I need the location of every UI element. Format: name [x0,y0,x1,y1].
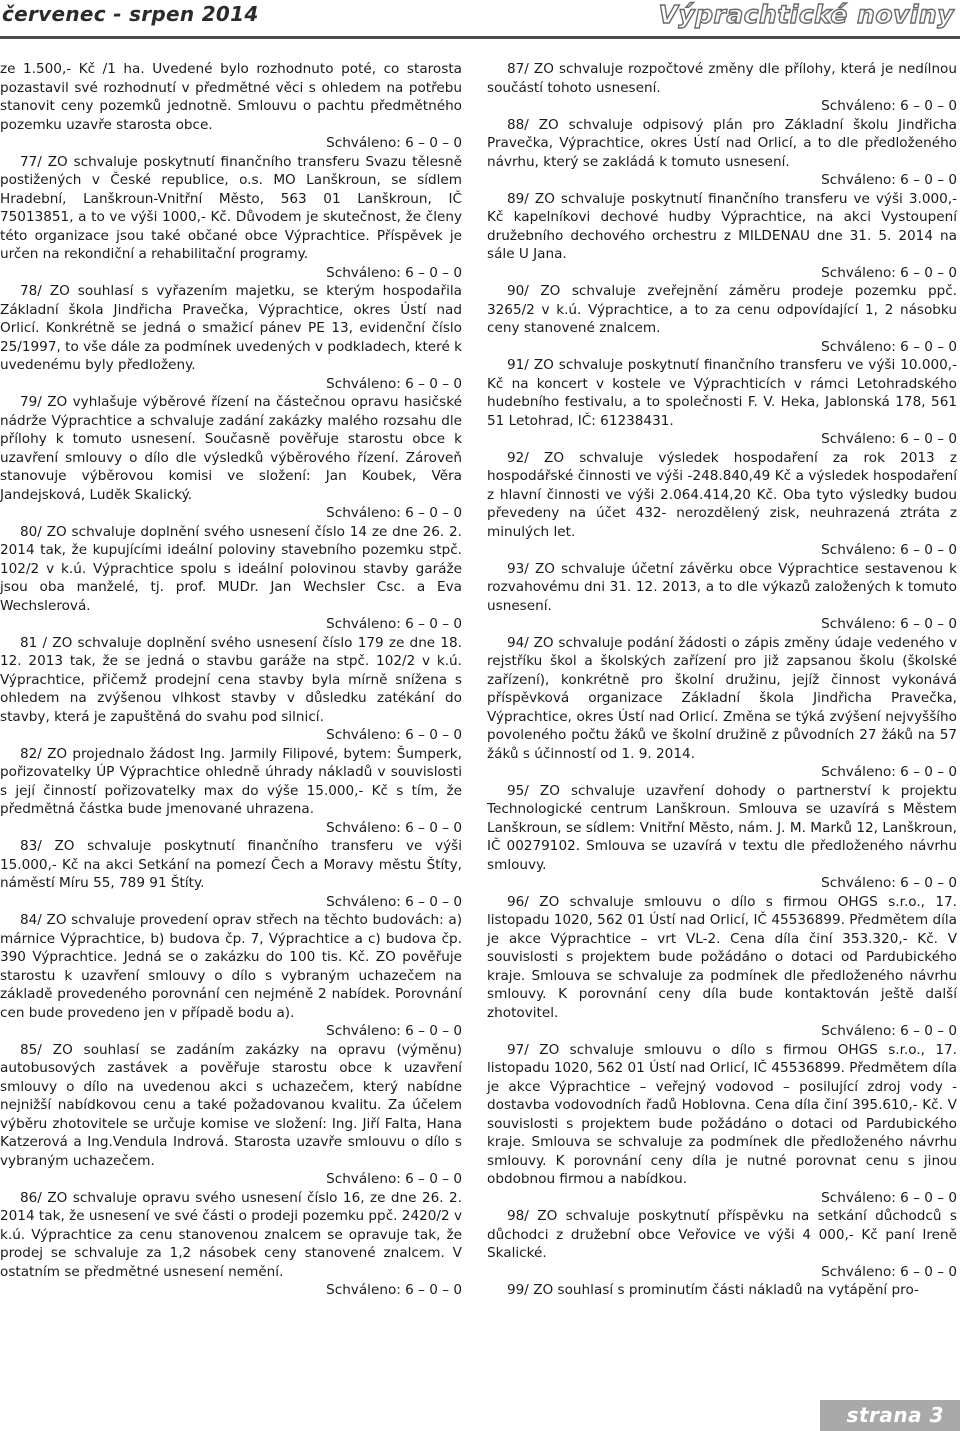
left-column [0,60,462,1300]
approval-line: Schváleno: 6 – 0 – 0 [326,819,462,836]
newspaper-title: Výprachtické noviny [658,0,954,29]
approval-line: Schváleno: 6 – 0 – 0 [821,542,957,558]
resolution-paragraph: ze 1.500,- Kč /1 ha. Uvedené bylo rozhodnuto poté, co starosta pozastavil své rozhodnutí v předmětné věci s ohledem na potřebu stanovit ceny pozemků jednotně. Smlouvu o pachtu předmětného pozemku uzavře starosta obce. [0,61,462,133]
page-number: strana 3 [846,1403,944,1427]
resolution-paragraph: 88/ ZO schvaluje odpisový plán pro Základní školu Jindřicha Pravečka, Výprachtice, okres Ústí nad Orlicí, a to dle předloženého návrhu, který se zakládá k tomuto usnesení. [487,116,957,170]
approval-line: Schváleno: 6 – 0 – 0 [821,431,957,447]
approval-line: Schváleno: 6 – 0 – 0 [821,764,957,780]
approval-line: Schváleno: 6 – 0 – 0 [326,264,462,281]
approval-line: Schváleno: 6 – 0 – 0 [821,1189,957,1206]
resolution-paragraph: 95/ ZO schvaluje uzavření dohody o partnerství k projektu Technologické centrum Lanškroun. Smlouva se uzavírá s Městem Lanškroun, se sídlem: Vnitřní Město, nám. J. M. Marků 12, Lanškroun, IČ 00279102. Smlouva se uzavírá v textu dle předloženého návrhu smlouvy. [487,782,957,873]
approval-line: Schváleno: 6 – 0 – 0 [821,1263,957,1280]
approval-line: Schváleno: 6 – 0 – 0 [326,1282,462,1298]
resolution-paragraph: 90/ ZO schvaluje zveřejnění záměru prodeje pozemku ppč. 3265/2 v k.ú. Výprachtice, a to za cenu odpovídající 1, 2 násobku ceny stanovené znalcem. [487,283,957,336]
approval-line: Schváleno: 6 – 0 – 0 [326,727,462,743]
resolution-paragraph: 83/ ZO schvaluje poskytnutí finančního transferu ve výši 15.000,- Kč na akci Setkání na pomezí Čech a Moravy městu Štíty, náměstí Míru 55, 789 91 Štíty. [0,838,462,891]
approval-line: Schváleno: 6 – 0 – 0 [821,98,957,114]
resolution-paragraph: 98/ ZO schvaluje poskytnutí příspěvku na setkání důchodců s důchodci z družební obce Veřovice ve výši 4 000,- Kč paní Ireně Skalické. [487,1208,957,1261]
right-column [487,60,957,1300]
resolution-paragraph: 89/ ZO schvaluje poskytnutí finančního transferu ve výši 3.000,- Kč kapelníkovi dechové hudby Výprachtice, na akci Vystoupení družebního dechového orchestru z MILDENAU dne 31. 5. 2014 na sále U Jana. [487,190,957,262]
resolution-paragraph: 81 / ZO schvaluje doplnění svého usnesení číslo 179 ze dne 18. 12. 2013 tak, že se jedná o stavbu garáže na stpč. 102/2 v k.ú. Výprachtice, přičemž prodejní cena stavby byla mírně snížena s ohledem na zvýšenou vlhkost stavby v důsledku zatékání do stavby, která je zapuštěná do svahu pod silnicí. [0,634,462,725]
approval-line: Schváleno: 6 – 0 – 0 [821,338,957,355]
resolution-paragraph: 93/ ZO schvaluje účetní závěrku obce Výprachtice sestavenou k rozvahovému dni 31. 12. 2013, a to dle výkazů založených k tomuto usnesení. [487,560,957,614]
resolution-paragraph: 86/ ZO schvaluje opravu svého usnesení číslo 16, ze dne 26. 2. 2014 tak, že usnesení ve své části o prodeji pozemku ppč. 2420/2 v k.ú. Výprachtice za cenu stanovenou znalcem se opravuje tak, že prodej se schvaluje za 1,2 násobek ceny stanovené znalcem. V ostatním se předmětné usnesení nemění. [0,1189,462,1280]
resolution-paragraph: 78/ ZO souhlasí s vyřazením majetku, se kterým hospodařila Základní škola Jindřicha Pravečka, Výprachtice, okres Ústí nad Orlicí. Konkrétně se jedná o smažicí pánev PE 13, evidenční číslo 25/1997, to vše dále za podmínek uvedených v podkladech, které k uvedenému byly předloženy. [0,283,463,373]
resolution-paragraph: 91/ ZO schvaluje poskytnutí finančního transferu ve výši 10.000,- Kč na koncert v kostele ve Výprachticích v rámci Letohradského hudebního festivalu, a to společnosti F. V. Heka, Jablonská 178, 561 51 Letohrad, IČ: 61238431. [487,357,957,429]
approval-line: Schváleno: 6 – 0 – 0 [326,135,462,151]
approval-line: Schváleno: 6 – 0 – 0 [326,616,462,632]
resolution-paragraph: 84/ ZO schvaluje provedení oprav střech na těchto budovách: a) márnice Výprachtice, b) budova čp. 7, Výprachtice a c) budova čp. 390 Výprachtice. Jedná se o zakázku do 100 tis. Kč. ZO pověřuje starostu k uzavření smlouvy o dílo s vybraným uchazečem na základě provedeného porovnání cen nejméně 2 nabídek. Porovnání cen bude provedeno jen v případě bodu a). [0,912,462,1021]
resolution-paragraph: 97/ ZO schvaluje smlouvu o dílo s firmou OHGS s.r.o., 17. listopadu 1020, 562 01 Ústí nad Orlicí, IČ 45536899. Předmětem díla je akce Výprachtice – veřejný vodovod – posilující zdroj vody - dostavba vodovodních řadů Hoblovna. Cena díla činí 395.610,- Kč. V souvislosti s projektem bude požádáno o dotaci od Pardubického kraje. Smlouva se schvaluje za podmínek dle předloženého návrhu smlouvy. K porovnání ceny díla je nutné porovnat cenu s jinou obdobnou firmou a nabídkou. [487,1041,957,1187]
resolution-paragraph: 82/ ZO projednalo žádost Ing. Jarmily Filipové, bytem: Šumperk, pořizovatelky ÚP Výprachtice ohledně úhrady nákladů v souvislosti s její činností pořizovatelky max do výše 15.000,- Kč s tím, že předmětná částka bude jmenované uhrazena. [0,745,462,817]
approval-line: Schváleno: 6 – 0 – 0 [326,505,462,521]
resolution-paragraph: 77/ ZO schvaluje poskytnutí finančního transferu Svazu tělesně postižených v České republice, o.s. MO Lanškroun, se sídlem Hradební, Lanškroun-Vnitřní Město, 563 01 Lanškroun, IČ 75013851, a to ve výši 1000,- Kč. Důvodem je skutečnost, že členy této organizace jsou také občané obce Výprachtice. Příspěvek je určen na rekondiční a rehabilitační programy. [0,153,462,262]
approval-line: Schváleno: 6 – 0 – 0 [326,1023,462,1039]
resolution-paragraph: 87/ ZO schvaluje rozpočtové změny dle přílohy, která je nedílnou součástí tohoto usnesení. [487,61,957,96]
approval-line: Schváleno: 6 – 0 – 0 [821,616,957,632]
resolution-paragraph: 80/ ZO schvaluje doplnění svého usnesení číslo 14 ze dne 26. 2. 2014 tak, že kupujícími ideální poloviny stavebního pozemku stpč. 102/2 v k.ú. Výprachtice spolu s ideální polovinou stavby garáže jsou oba manželé, tj. prof. MUDr. Jan Wechsler Csc. a Eva Wechslerová. [0,523,462,614]
issue-date: červenec - srpen 2014 [2,2,259,26]
header-divider [0,36,960,39]
resolution-paragraph: 79/ ZO vyhlašuje výběrové řízení na částečnou opravu hasičské nádrže Výprachtice a schvaluje zadání zakázky malého rozsahu dle přílohy k tomuto usnesení. Současně pověřuje starostu obce k uzavření smlouvy o dílo dle výsledků výběrového řízení. Zároveň stanovuje výběrovou komisi ve složení: Jan Koubek, Věra Jandejsková, Luděk Skalický. [0,394,462,503]
approval-line: Schváleno: 6 – 0 – 0 [821,264,957,281]
page-number-badge [820,1400,960,1431]
approval-line: Schváleno: 6 – 0 – 0 [326,375,462,392]
approval-line: Schváleno: 6 – 0 – 0 [326,1171,462,1187]
page-header [0,0,960,36]
resolution-paragraph: 99/ ZO souhlasí s prominutím části nákladů na vytápění pro- [507,1282,919,1298]
approval-line: Schváleno: 6 – 0 – 0 [821,172,957,188]
resolution-paragraph: 94/ ZO schvaluje podání žádosti o zápis změny údaje vedeného v rejstříku škol a školských zařízení pro již zapsanou školu (školské zařízení), konkrétně pro školní družinu, jejíž činnost vykonává příspěvková organizace Základní škola Jindřicha Pravečka, Výprachtice, okres Ústí nad Orlicí. Změna se týká zvýšení nejvyššího povoleného počtu žáků ve školní družině z původních 27 žáků na 57 žáků s účinností od 1. 9. 2014. [487,634,957,762]
approval-line: Schváleno: 6 – 0 – 0 [326,893,462,910]
approval-line: Schváleno: 6 – 0 – 0 [821,875,957,891]
resolution-paragraph: 85/ ZO souhlasí se zadáním zakázky na opravu (výměnu) autobusových zastávek a pověřuje starostu obce k uzavření smlouvy o dílo na uvedenou akci s uchazečem, který nabídne nejnižší nabídkovou cenu a také požadovanou kvalitu. Za účelem výběru zhotovitele se určuje komise ve složení: Ing. Jiří Falta, Hana Katzerová a Ing.Vendula Indrová. Starosta uzavře smlouvu o dílo s vybraným uchazečem. [0,1041,462,1169]
approval-line: Schváleno: 6 – 0 – 0 [821,1023,957,1039]
resolution-paragraph: 96/ ZO schvaluje smlouvu o dílo s firmou OHGS s.r.o., 17. listopadu 1020, 562 01 Ústí nad Orlicí, IČ 45536899. Předmětem díla je akce Výprachtice – vrt VL-2. Cena díla činí 353.320,- Kč. V souvislosti s projektem bude požádáno o dotaci od Pardubického kraje. Smlouva se schvaluje za podmínek dle předloženého návrhu smlouvy. K porovnání ceny díla bude kontaktován ještě další zhotovitel. [487,893,957,1021]
resolution-paragraph: 92/ ZO schvaluje výsledek hospodaření za rok 2013 z hospodářské činnosti ve výši -248.840,49 Kč a výsledek hospodaření z hlavní činnosti ve výši 2.064.414,20 Kč. Oba tyto výsledky budou převedeny na účet 432- nerozdělený zisk, neuhrazená ztráta z minulých let. [487,449,957,540]
